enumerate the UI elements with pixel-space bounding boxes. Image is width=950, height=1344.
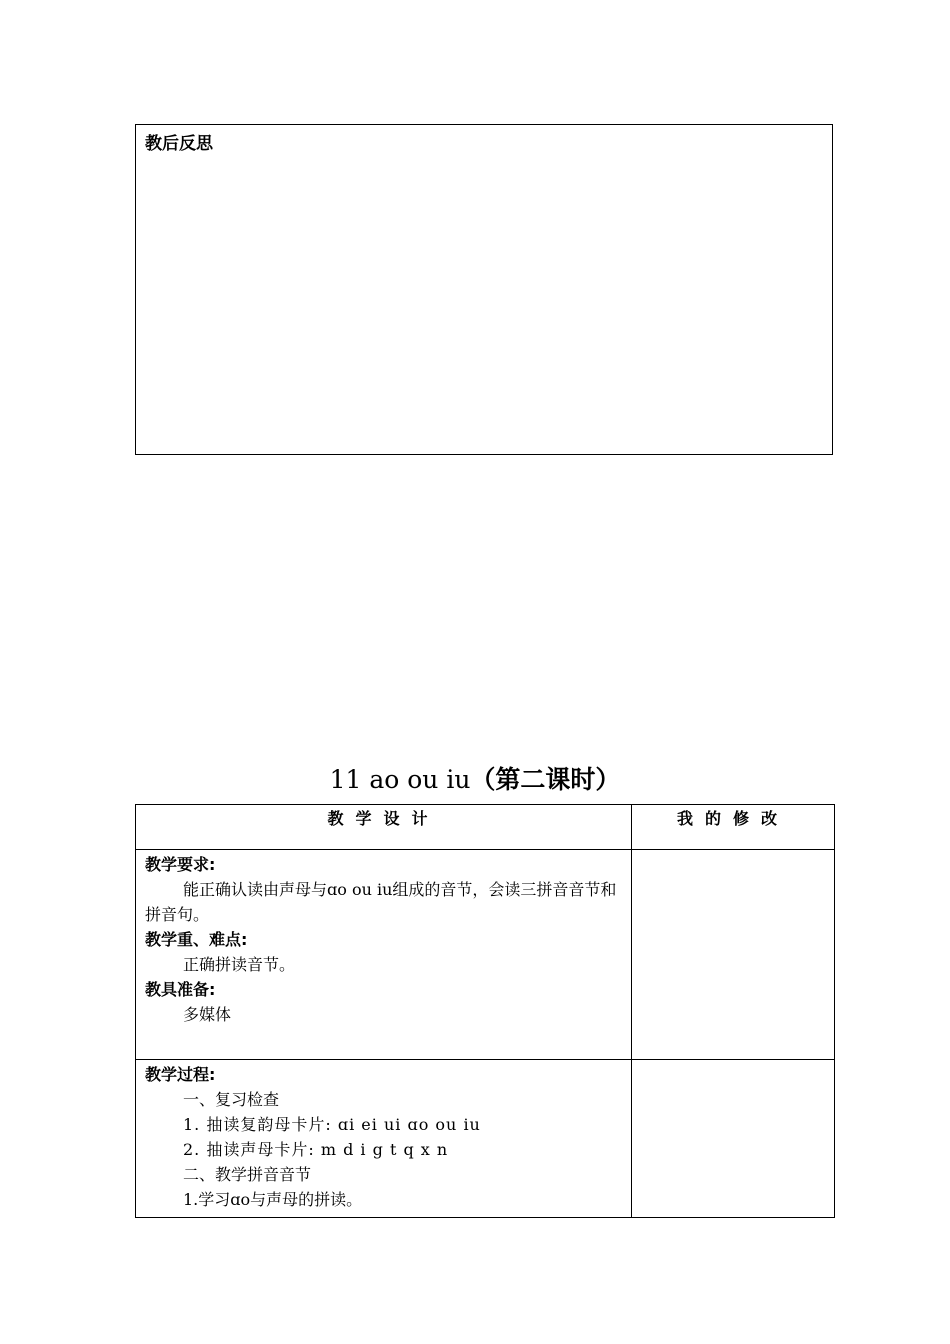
- materials-label: 教具准备:: [145, 980, 216, 999]
- reflection-title: 教后反思: [145, 134, 213, 154]
- requirements-label: 教学要求:: [145, 855, 216, 874]
- table-header-row: [136, 805, 835, 850]
- process-step-finals-cards: 1. 抽读复韵母卡片: ɑi ei ui ɑo ou iu: [183, 1115, 481, 1134]
- table-row: [136, 850, 835, 1060]
- lesson-title-number: 11 ao ou iu: [329, 765, 471, 794]
- reflection-box: [135, 124, 833, 455]
- lesson-title: [0, 762, 950, 798]
- process-step-review: 一、复习检查: [183, 1090, 280, 1109]
- lesson-plan-table: [135, 804, 835, 1218]
- process-label: 教学过程:: [145, 1065, 216, 1084]
- process-step-initials-cards: 2. 抽读声母卡片: m d i g t q x n: [183, 1140, 449, 1159]
- requirements-cell: [136, 850, 632, 1060]
- table-row: [136, 1060, 835, 1218]
- keypoints-text: 正确拼读音节。: [183, 955, 296, 974]
- materials-text: 多媒体: [183, 1005, 232, 1024]
- keypoints-label: 教学重、难点:: [145, 930, 248, 949]
- requirements-text: 能正确认读由声母与ɑo ou iu组成的音节，会读三拼音音节和拼音句。: [145, 880, 617, 924]
- header-teaching-design: 教学设计: [136, 805, 632, 850]
- revision-cell-1: [632, 850, 835, 1060]
- header-my-revision: 我的修改: [632, 805, 835, 850]
- process-step-learn-ao: 1.学习ɑo与声母的拼读。: [183, 1190, 363, 1209]
- process-cell: [136, 1060, 632, 1218]
- lesson-title-period: （第二课时）: [470, 765, 621, 794]
- process-step-teach-syllables: 二、教学拼音音节: [183, 1165, 312, 1184]
- revision-cell-2: [632, 1060, 835, 1218]
